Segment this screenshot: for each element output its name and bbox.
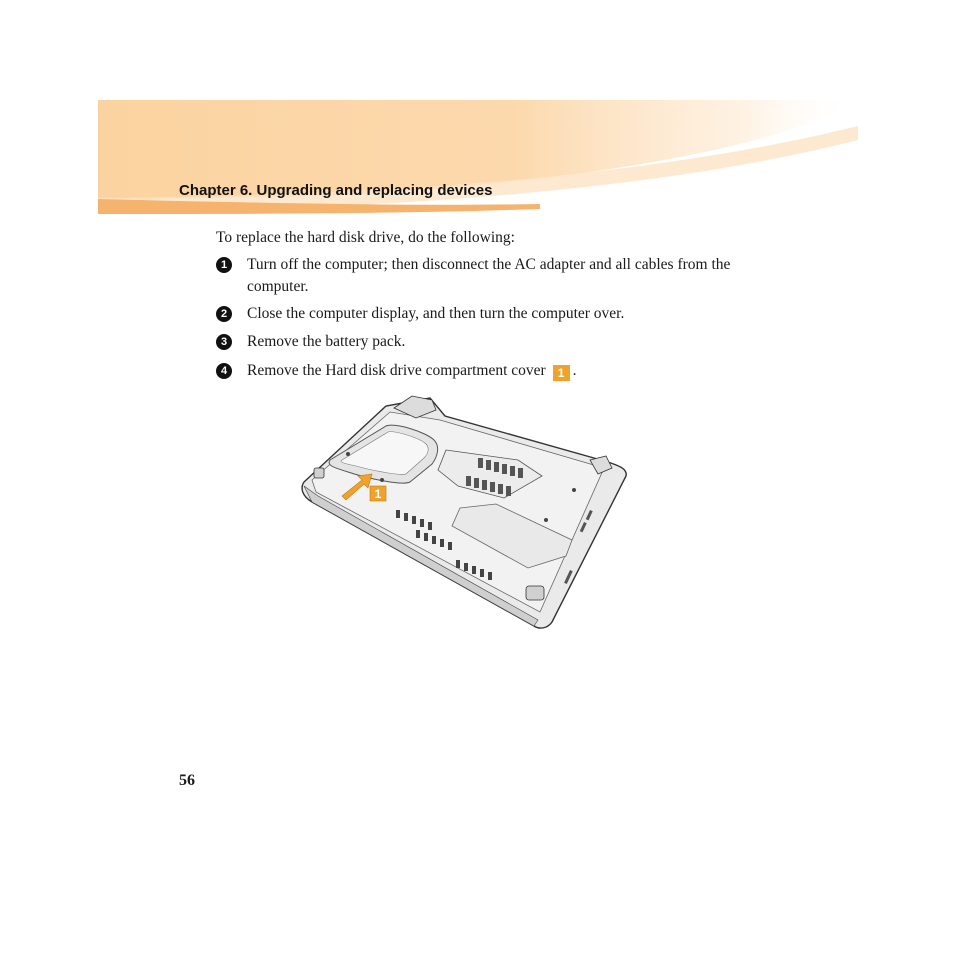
page-number: 56 — [179, 772, 195, 789]
step-text: Turn off the computer; then disconnect the AC adapter and all cables from the computer. — [247, 256, 731, 295]
step-number: 4 — [216, 363, 232, 379]
step-text: Remove the battery pack. — [247, 333, 406, 350]
figure-callout-badge: 1 — [374, 487, 382, 501]
step-number: 3 — [216, 334, 232, 350]
laptop-bottom-illustration — [290, 390, 640, 640]
step-number: 2 — [216, 306, 232, 322]
step-text: Remove the Hard disk drive compartment cover — [247, 362, 546, 379]
step-text: Close the computer display, and then turn the computer over. — [247, 305, 625, 322]
step-suffix: . — [572, 362, 577, 379]
chapter-title: Chapter 6. Upgrading and replacing devices — [179, 182, 493, 199]
callout-badge: 1 — [553, 365, 570, 381]
intro-text: To replace the hard disk drive, do the following: — [216, 229, 515, 246]
step-text-container — [247, 360, 767, 382]
step-number: 1 — [216, 257, 232, 273]
